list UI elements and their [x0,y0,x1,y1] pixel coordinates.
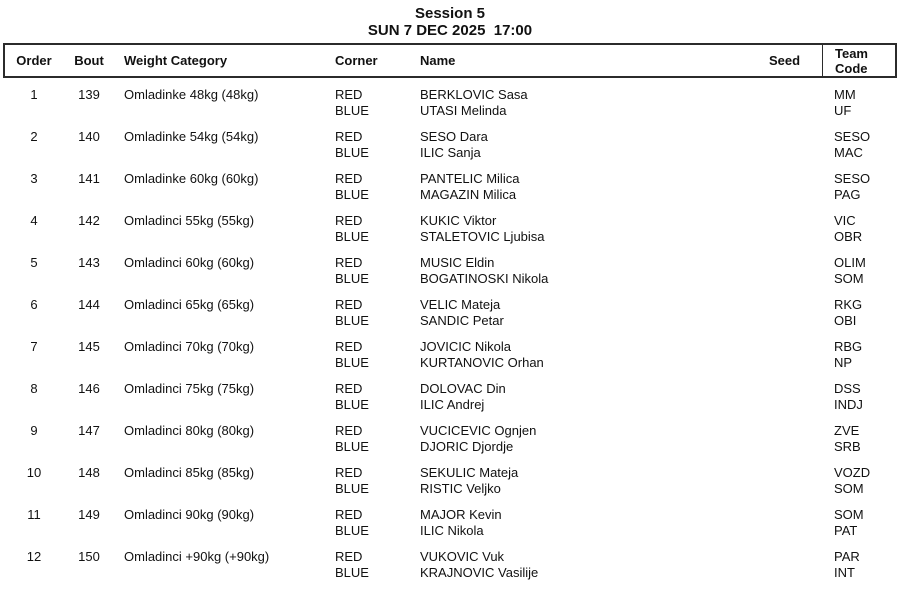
bout-seed-cell [747,507,822,539]
column-header-bout: Bout [74,53,104,68]
corner-label-red: RED [335,87,363,102]
bout-seed-cell [747,381,822,413]
bout-seed-cell [747,171,822,203]
corner-label-red: RED [335,339,363,354]
bout-name-cell [412,339,747,371]
bout-name-cell [412,255,747,287]
bout-number: 147 [78,423,100,438]
bout-row [5,255,895,287]
athlete-seed-red [747,87,822,103]
athlete-name-blue: ILIC Sanja [420,145,481,160]
athlete-seed-red [747,423,822,439]
bout-team-cell [822,213,895,245]
bout-name-cell [412,549,747,581]
corner-label-blue: BLUE [335,271,369,286]
athlete-name-red: KUKIC Viktor [420,213,497,228]
athlete-name-red: VUCICEVIC Ognjen [420,423,537,438]
bout-seed-cell [747,549,822,581]
bout-row [5,171,895,203]
team-code-blue: OBR [834,229,863,244]
athlete-name-blue: UTASI Melinda [420,103,507,118]
bout-name-cell [412,129,747,161]
bout-name-cell [412,87,747,119]
bout-name-cell [412,171,747,203]
team-code-red: SOM [834,507,864,522]
bout-team-cell [822,297,895,329]
bout-corner-cell [327,423,412,455]
athlete-seed-red [747,255,822,271]
corner-label-red: RED [335,423,363,438]
bout-number: 144 [78,297,100,312]
column-header-corner: Corner [335,53,378,68]
corner-label-red: RED [335,507,363,522]
athlete-name-red: BERKLOVIC Sasa [420,87,528,102]
bout-list [5,87,895,581]
corner-label-blue: BLUE [335,187,369,202]
athlete-name-blue: BOGATINOSKI Nikola [420,271,549,286]
athlete-seed-blue [747,565,822,581]
bout-row [5,381,895,413]
athlete-name-red: SEKULIC Mateja [420,465,519,480]
table-header [3,43,897,78]
bout-seed-cell [747,465,822,497]
athlete-name-blue: KURTANOVIC Orhan [420,355,544,370]
bout-weight-category: Omladinci 90kg (90kg) [124,507,255,522]
bout-order: 7 [30,339,38,354]
bout-order: 11 [27,507,41,522]
team-code-blue: INDJ [834,397,863,412]
corner-label-red: RED [335,129,363,144]
bout-seed-cell [747,339,822,371]
team-code-blue: MAC [834,145,863,160]
bout-team-cell [822,507,895,539]
bout-seed-cell [747,255,822,287]
session-title: Session 5 [414,5,486,22]
team-code-red: VIC [834,213,856,228]
athlete-seed-blue [747,271,822,287]
athlete-seed-red [747,171,822,187]
team-code-red: RKG [834,297,863,312]
corner-label-blue: BLUE [335,145,369,160]
bout-seed-cell [747,213,822,245]
corner-label-blue: BLUE [335,229,369,244]
bout-seed-cell [747,423,822,455]
bout-order: 5 [30,255,38,270]
team-code-blue: SOM [834,271,864,286]
athlete-name-red: JOVICIC Nikola [420,339,512,354]
bout-weight-category: Omladinci 65kg (65kg) [124,297,255,312]
bout-row [5,549,895,581]
column-header-seed: Seed [768,53,801,68]
column-header-name: Name [420,53,456,68]
athlete-seed-red [747,129,822,145]
bout-name-cell [412,423,747,455]
bout-row [5,339,895,371]
corner-label-red: RED [335,381,363,396]
athlete-name-red: PANTELIC Milica [420,171,520,186]
bout-row [5,465,895,497]
bout-corner-cell [327,213,412,245]
bout-weight-category: Omladinci 60kg (60kg) [124,255,255,270]
bout-name-cell [412,507,747,539]
athlete-seed-blue [747,187,822,203]
bout-row [5,507,895,539]
bout-weight-category: Omladinci +90kg (+90kg) [124,549,270,564]
athlete-name-blue: DJORIC Djordje [420,439,514,454]
bout-team-cell [822,549,895,581]
corner-label-blue: BLUE [335,439,369,454]
athlete-name-red: MAJOR Kevin [420,507,502,522]
bout-team-cell [822,339,895,371]
bout-order: 9 [30,423,38,438]
bout-corner-cell [327,129,412,161]
team-code-red: OLIM [834,255,866,270]
bout-corner-cell [327,465,412,497]
bout-team-cell [822,129,895,161]
bout-order: 12 [26,549,42,564]
athlete-seed-blue [747,145,822,161]
athlete-seed-blue [747,229,822,245]
team-code-blue: PAT [834,523,858,538]
bout-number: 143 [78,255,100,270]
bout-name-cell [412,297,747,329]
column-header-weight-category: Weight Category [124,53,228,68]
bout-number: 141 [78,171,100,186]
corner-label-red: RED [335,255,363,270]
team-code-red: ZVE [834,423,860,438]
athlete-seed-blue [747,481,822,497]
bout-order: 10 [26,465,42,480]
team-code-blue: SOM [834,481,864,496]
athlete-name-blue: ILIC Nikola [420,523,484,538]
bout-weight-category: Omladinke 60kg (60kg) [124,171,259,186]
athlete-seed-blue [747,439,822,455]
bout-row [5,87,895,119]
corner-label-blue: BLUE [335,103,369,118]
athlete-seed-blue [747,103,822,119]
bout-order: 2 [30,129,38,144]
team-code-red: VOZD [834,465,871,480]
athlete-seed-red [747,339,822,355]
bout-corner-cell [327,171,412,203]
athlete-seed-blue [747,355,822,371]
table-header-row [5,45,895,76]
bout-number: 149 [78,507,100,522]
bout-weight-category: Omladinci 75kg (75kg) [124,381,255,396]
column-header-team-code-label: Team Code [835,45,868,76]
athlete-name-blue: RISTIC Veljko [420,481,501,496]
bout-weight-category: Omladinke 54kg (54kg) [124,129,259,144]
bout-order: 3 [30,171,38,186]
bout-number: 146 [78,381,100,396]
athlete-name-red: MUSIC Eldin [420,255,495,270]
bout-corner-cell [327,507,412,539]
team-code-blue: NP [834,355,853,370]
column-header-order: Order [16,53,52,68]
session-datetime: SUN 7 DEC 2025 17:00 [367,22,533,39]
bout-number: 148 [78,465,100,480]
corner-label-red: RED [335,171,363,186]
bout-row [5,213,895,245]
athlete-seed-red [747,213,822,229]
bout-team-cell [822,381,895,413]
bout-corner-cell [327,87,412,119]
team-code-blue: PAG [834,187,861,202]
bout-weight-category: Omladinci 55kg (55kg) [124,213,255,228]
athlete-seed-red [747,507,822,523]
bout-name-cell [412,465,747,497]
corner-label-red: RED [335,549,363,564]
team-code-red: PAR [834,549,860,564]
athlete-name-blue: STALETOVIC Ljubisa [420,229,545,244]
athlete-seed-red [747,381,822,397]
athlete-name-blue: MAGAZIN Milica [420,187,517,202]
athlete-name-blue: ILIC Andrej [420,397,485,412]
team-code-red: SESO [834,129,871,144]
bout-corner-cell [327,255,412,287]
bout-number: 139 [78,87,100,102]
corner-label-blue: BLUE [335,313,369,328]
corner-label-blue: BLUE [335,397,369,412]
bout-name-cell [412,381,747,413]
athlete-seed-red [747,297,822,313]
bout-team-cell [822,423,895,455]
bout-corner-cell [327,339,412,371]
team-code-red: MM [834,87,856,102]
bout-weight-category: Omladinci 85kg (85kg) [124,465,255,480]
athlete-name-red: VUKOVIC Vuk [420,549,505,564]
athlete-seed-red [747,549,822,565]
team-code-blue: INT [834,565,855,580]
bout-weight-category: Omladinci 80kg (80kg) [124,423,255,438]
athlete-name-blue: KRAJNOVIC Vasilije [420,565,539,580]
team-code-blue: UF [834,103,852,118]
bout-seed-cell [747,87,822,119]
bout-corner-cell [327,297,412,329]
team-code-blue: OBI [834,313,857,328]
bout-team-cell [822,87,895,119]
bout-corner-cell [327,549,412,581]
bout-weight-category: Omladinke 48kg (48kg) [124,87,259,102]
athlete-seed-blue [747,397,822,413]
bout-order: 6 [30,297,38,312]
bout-row [5,297,895,329]
bout-corner-cell [327,381,412,413]
corner-label-blue: BLUE [335,355,369,370]
team-code-red: RBG [834,339,863,354]
corner-label-blue: BLUE [335,481,369,496]
bout-name-cell [412,213,747,245]
bout-order: 8 [30,381,38,396]
corner-label-red: RED [335,213,363,228]
bout-number: 142 [78,213,100,228]
bout-number: 145 [78,339,100,354]
bout-order: 4 [30,213,38,228]
team-code-red: DSS [834,381,861,396]
bout-number: 140 [78,129,100,144]
bout-team-cell [822,465,895,497]
bout-seed-cell [747,129,822,161]
bout-order: 1 [30,87,38,102]
bout-row [5,129,895,161]
athlete-name-blue: SANDIC Petar [420,313,504,328]
team-code-blue: SRB [834,439,861,454]
athlete-seed-blue [747,523,822,539]
corner-label-red: RED [335,297,363,312]
column-header-team-code [822,45,895,76]
bout-team-cell [822,255,895,287]
athlete-seed-blue [747,313,822,329]
athlete-name-red: VELIC Mateja [420,297,501,312]
athlete-name-red: DOLOVAC Din [420,381,506,396]
bout-row [5,423,895,455]
bout-weight-category: Omladinci 70kg (70kg) [124,339,255,354]
athlete-seed-red [747,465,822,481]
corner-label-red: RED [335,465,363,480]
corner-label-blue: BLUE [335,565,369,580]
corner-label-blue: BLUE [335,523,369,538]
bout-team-cell [822,171,895,203]
team-code-red: SESO [834,171,871,186]
bout-seed-cell [747,297,822,329]
athlete-name-red: SESO Dara [420,129,488,144]
bout-number: 150 [78,549,100,564]
